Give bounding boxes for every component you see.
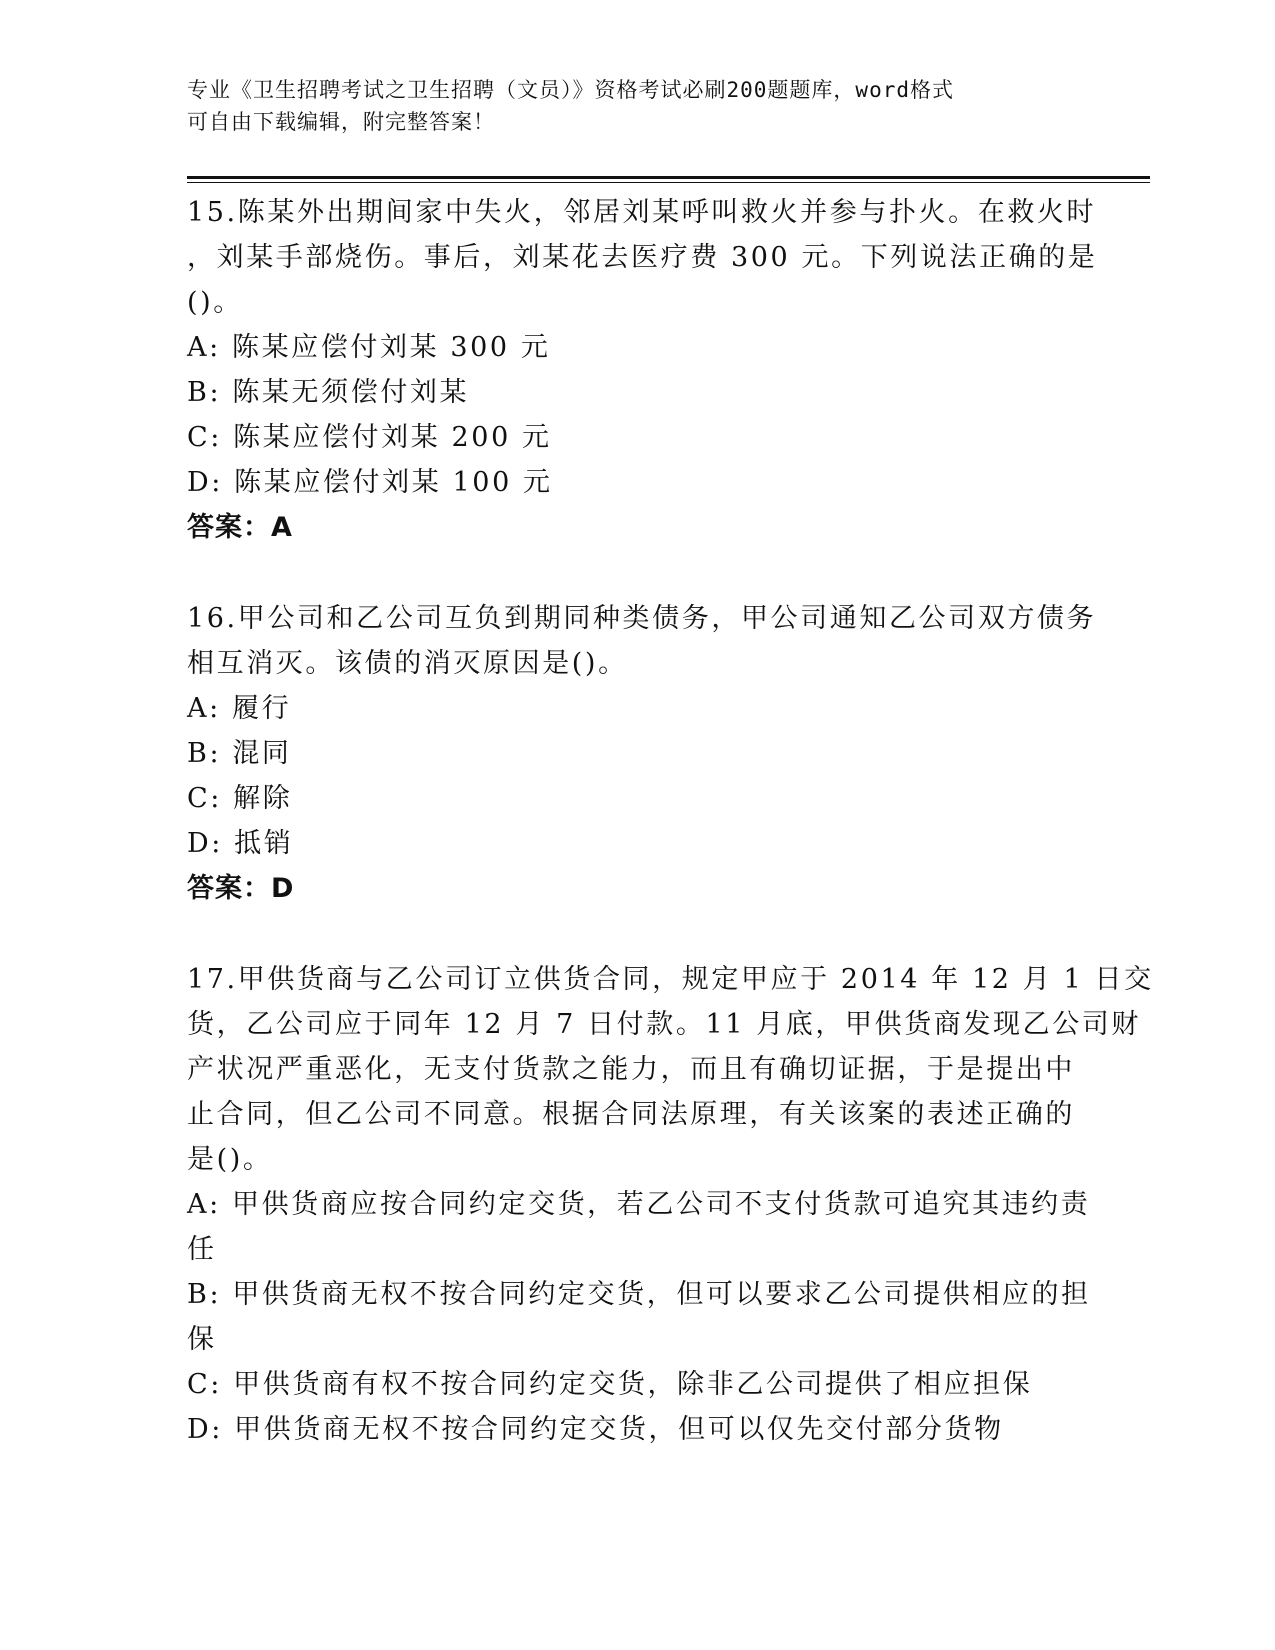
header-line-2: 可自由下载编辑，附完整答案！ (187, 110, 495, 134)
question-stem-line: 货，乙公司应于同年 12 月 7 日付款。11 月底，甲供货商发现乙公司财 (187, 1009, 1142, 1040)
question-spacer (187, 550, 1087, 596)
option-a-continued: 任 (187, 1234, 217, 1265)
question-stem-line: 是()。 (187, 1144, 273, 1175)
question-stem-line: 产状况严重恶化，无支付货款之能力，而且有确切证据，于是提出中 (187, 1054, 1075, 1085)
option-b: B: 混同 (187, 738, 292, 769)
question-stem-line: 17.甲供货商与乙公司订立供货合同，规定甲应于 2014 年 12 月 1 日交 (187, 964, 1154, 995)
question-stem-line: 15.陈某外出期间家中失火，邻居刘某呼叫救火并参与扑火。在救火时 (187, 197, 1097, 228)
option-a: A: 陈某应偿付刘某 300 元 (187, 332, 551, 363)
option-a: A: 履行 (187, 693, 292, 724)
option-c: C: 甲供货商有权不按合同约定交货，除非乙公司提供了相应担保 (187, 1369, 1033, 1400)
option-c: C: 陈某应偿付刘某 200 元 (187, 422, 552, 453)
question-stem-line: ()。 (187, 287, 243, 318)
header-line-1: 专业《卫生招聘考试之卫生招聘（文员）》资格考试必刷200题题库，word格式 (187, 78, 954, 102)
option-c: C: 解除 (187, 783, 293, 814)
question-stem-line: 相互消灭。该债的消灭原因是()。 (187, 648, 628, 679)
question-list (187, 190, 1154, 1452)
question-stem-line: 止合同，但乙公司不同意。根据合同法原理，有关该案的表述正确的 (187, 1099, 1075, 1130)
question-stem-line: ，刘某手部烧伤。事后，刘某花去医疗费 300 元。下列说法正确的是 (187, 242, 1098, 273)
question-stem-line: 16.甲公司和乙公司互负到期同种类债务，甲公司通知乙公司双方债务 (187, 603, 1097, 634)
header-divider-thin (187, 182, 1150, 183)
option-a: A: 甲供货商应按合同约定交货，若乙公司不支付货款可追究其违约责 (187, 1189, 1091, 1220)
option-b-continued: 保 (187, 1324, 217, 1355)
answer-label: 答案：D (187, 873, 295, 904)
option-d: D: 陈某应偿付刘某 100 元 (187, 467, 553, 498)
answer-label: 答案：A (187, 512, 293, 543)
option-d: D: 抵销 (187, 828, 294, 859)
question-15 (187, 190, 1098, 550)
question-17 (187, 957, 1154, 1452)
document-header (187, 74, 1067, 138)
header-divider-thick (187, 176, 1150, 179)
option-b: B: 陈某无须偿付刘某 (187, 377, 470, 408)
option-b: B: 甲供货商无权不按合同约定交货，但可以要求乙公司提供相应的担 (187, 1279, 1091, 1310)
option-d: D: 甲供货商无权不按合同约定交货，但可以仅先交付部分货物 (187, 1414, 1004, 1445)
question-spacer (187, 911, 1087, 957)
question-16 (187, 596, 1097, 911)
